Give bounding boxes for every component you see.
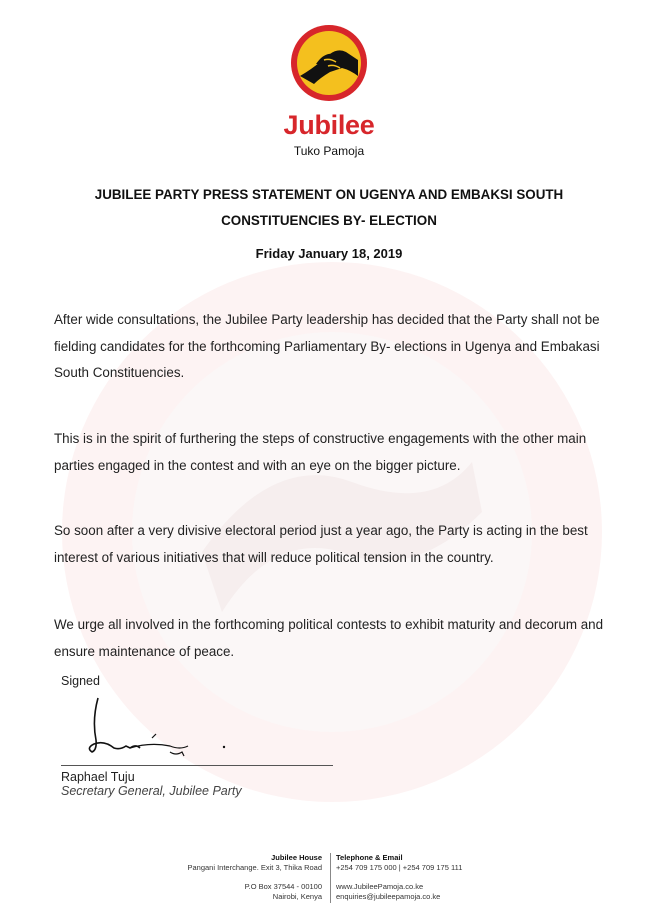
signed-label: Signed [61, 674, 100, 688]
jubilee-logo [279, 24, 379, 156]
handwritten-signature [70, 690, 240, 765]
brand-name: Jubilee [283, 110, 375, 140]
footer-contact [336, 853, 462, 873]
signature-line [61, 765, 333, 766]
brand-tagline: Tuko Pamoja [293, 144, 365, 158]
footer-address-heading: Jubilee House [271, 853, 322, 862]
footer-phones: +254 709 175 000 | +254 709 175 111 [336, 863, 463, 872]
paragraph-2: This is in the spirit of furthering the steps of constructive engagements with the other main parties engaged in the contest and with an eye on the bigger picture. [54, 431, 587, 473]
paragraph-3: So soon after a very divisive electoral period just a year ago, the Party is acting in the best interest of various initiatives that will reduce political tension in the country. [54, 523, 588, 565]
footer-divider [330, 853, 331, 903]
footer-email-link[interactable]: enquiries@jubileepamoja.co.ke [336, 892, 441, 901]
footer-online [336, 882, 440, 902]
footer-address-line-1: Pangani Interchange. Exit 3, Thika Road [187, 863, 322, 872]
footer-contact-heading: Telephone & Email [336, 853, 403, 862]
handshake-icon [290, 24, 368, 102]
statement-title-line-2: CONSTITUENCIES BY- ELECTION [221, 213, 437, 228]
signer-name: Raphael Tuju [61, 770, 135, 784]
statement-date: Friday January 18, 2019 [255, 246, 403, 261]
paragraph-1: After wide consultations, the Jubilee Party leadership has decided that the Party shall not be fielding candidates for the forthcoming Parliamentary By- elections in Ugenya and Embakasi South Constituencies. [54, 312, 600, 380]
footer-address-line-3: Nairobi, Kenya [272, 892, 322, 901]
statement-title-line-1: JUBILEE PARTY PRESS STATEMENT ON UGENYA AND EMBAKSI SOUTH [94, 187, 564, 202]
footer-website-link[interactable]: www.JubileePamoja.co.ke [336, 882, 424, 891]
footer-postal [245, 882, 322, 902]
paragraph-4: We urge all involved in the forthcoming political contests to exhibit maturity and decorum and ensure maintenance of peace. [54, 617, 604, 659]
footer-address-line-2: P.O Box 37544 - 00100 [244, 882, 322, 891]
signer-title: Secretary General, Jubilee Party [61, 784, 242, 798]
footer-address [187, 853, 322, 873]
